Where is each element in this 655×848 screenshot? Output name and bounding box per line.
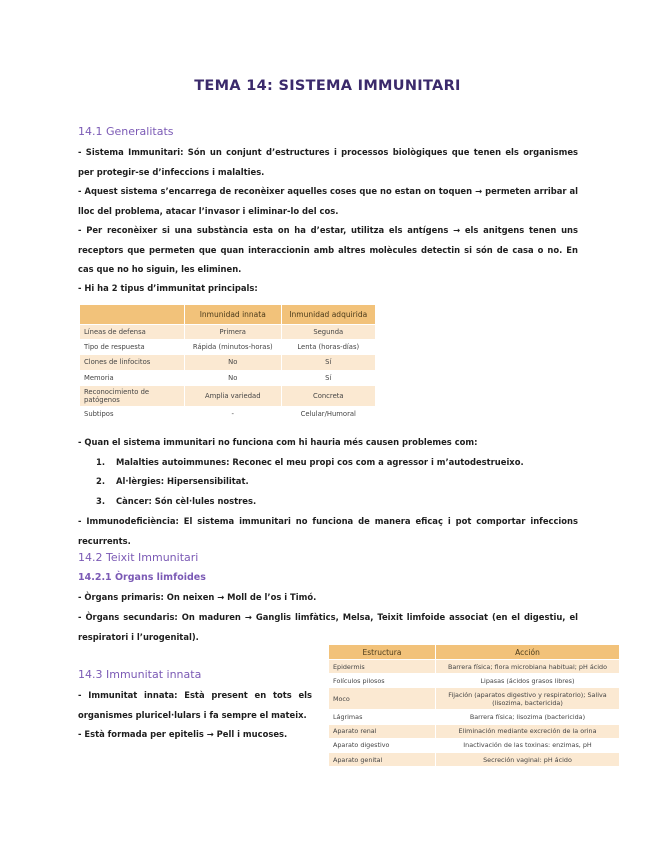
list-item (96, 492, 256, 512)
table-header: Estructura (329, 645, 436, 660)
paragraph: - Sistema Immunitari: Són un conjunt d’estructures i processos biològiques que tenen els organismes per protegir-se d’infeccions i malalties. (78, 147, 578, 177)
table-row (329, 710, 620, 724)
table-cell: Secreción vaginal: pH ácido (436, 752, 620, 766)
table-row (329, 660, 620, 674)
paragraph: - Hi ha 2 tipus d’immunitat principals: (78, 283, 258, 293)
table-header-row (329, 645, 620, 660)
table-cell: Líneas de defensa (80, 325, 185, 340)
section-heading-teixit: 14.2 Teixit Immunitari (78, 551, 199, 564)
page-title: TEMA 14: SISTEMA IMMUNITARI (194, 78, 461, 94)
paragraph: - Quan el sistema immunitari no funciona com hi hauria més causen problemes com: (78, 437, 478, 447)
table-cell: Aparato digestivo (329, 738, 436, 752)
table-row (80, 370, 376, 385)
section-heading-generalitats: 14.1 Generalitats (78, 125, 174, 138)
paragraph: - Immunodeficiència: El sistema immunitari no funciona de manera eficaç i pot comportar infeccions recurrents. (78, 516, 578, 546)
table-cell: Barrera física; flora microbiana habitual; pH ácido (436, 660, 620, 674)
innate-structures-table (328, 644, 620, 767)
table-row (80, 340, 376, 355)
paragraph: - Està formada per epitelis → Pell i mucoses. (78, 729, 288, 739)
table-row (80, 325, 376, 340)
table-row (329, 724, 620, 738)
table-row (80, 385, 376, 406)
table-cell: Clones de linfocitos (80, 355, 185, 370)
table-cell: Subtipos (80, 406, 185, 421)
table-cell: Aparato renal (329, 724, 436, 738)
paragraph: - Aquest sistema s’encarrega de reconèixer aquelles coses que no estan on toquen → permeten arribar al lloc del problema, atacar l’invasor i eliminar-lo del cos. (78, 186, 578, 216)
table-row (80, 406, 376, 421)
table-cell: Lipasas (ácidos grasos libres) (436, 674, 620, 688)
table-cell: Concreta (281, 385, 375, 406)
table-header: Inmunidad innata (185, 305, 282, 325)
table-cell: Inactivación de las toxinas: enzimas, pH (436, 738, 620, 752)
table-cell: Aparato genital (329, 752, 436, 766)
table-cell: Primera (185, 325, 282, 340)
list-number: 1. (96, 457, 106, 467)
table-cell: Fijación (aparatos digestivo y respiratorio); Saliva (lisozima, bactericida) (436, 688, 620, 710)
table-cell: Segunda (281, 325, 375, 340)
table-cell: Folículos pilosos (329, 674, 436, 688)
table-cell: Epidermis (329, 660, 436, 674)
table-cell: Lágrimas (329, 710, 436, 724)
table-cell: Rápida (minutos-horas) (185, 340, 282, 355)
table-row (329, 738, 620, 752)
table-row (329, 674, 620, 688)
table-cell: No (185, 370, 282, 385)
subsection-heading-organs: 14.2.1 Òrgans limfoides (78, 572, 206, 583)
immunity-types-table (79, 304, 376, 422)
table-cell: Reconocimiento de patógenos (80, 385, 185, 406)
paragraph: - Per reconèixer si una substància esta on ha d’estar, utilitza els antígens → els anitgens tenen uns receptors que permeten que quan interaccionin amb altres molècules detectin si són de casa o no. En cas que no ho siguin, les eliminen. (78, 225, 578, 274)
table-cell: No (185, 355, 282, 370)
table-cell: Moco (329, 688, 436, 710)
table-cell: Amplia variedad (185, 385, 282, 406)
paragraph: - Òrgans secundaris: On maduren → Ganglis limfàtics, Melsa, Teixit limfoide associat (en el digestiu, el respiratori i l’urogenital). (78, 612, 578, 642)
list-text: Càncer: Són cèl·lules nostres. (116, 496, 257, 506)
table-cell: Barrera física; lisozima (bactericida) (436, 710, 620, 724)
table-cell: Celular/Humoral (281, 406, 375, 421)
list-number: 2. (96, 476, 106, 486)
list-text: Malalties autoimmunes: Reconec el meu propi cos com a agressor i m’autodestrueixo. (116, 457, 524, 467)
table-row (329, 752, 620, 766)
table-cell: Eliminación mediante excreción de la orina (436, 724, 620, 738)
table-header: Acción (436, 645, 620, 660)
table-row (329, 688, 620, 710)
paragraph: - Òrgans primaris: On neixen → Moll de l’os i Timó. (78, 592, 317, 602)
table-cell: Lenta (horas-días) (281, 340, 375, 355)
table-header: Inmunidad adquirida (281, 305, 375, 325)
table-cell: Sí (281, 370, 375, 385)
table-header-row (80, 305, 376, 325)
table-cell: - (185, 406, 282, 421)
table-header (80, 305, 185, 325)
list-item (96, 453, 524, 473)
section-heading-innata: 14.3 Immunitat innata (78, 668, 202, 681)
list-number: 3. (96, 496, 106, 506)
table-cell: Sí (281, 355, 375, 370)
list-text: Al·lèrgies: Hipersensibilitat. (116, 476, 249, 486)
table-cell: Tipo de respuesta (80, 340, 185, 355)
list-item (96, 472, 249, 492)
paragraph: - Immunitat innata: Està present en tots els organismes pluricel·lulars i fa sempre el mateix. (78, 690, 312, 720)
table-cell: Memoria (80, 370, 185, 385)
table-row (80, 355, 376, 370)
